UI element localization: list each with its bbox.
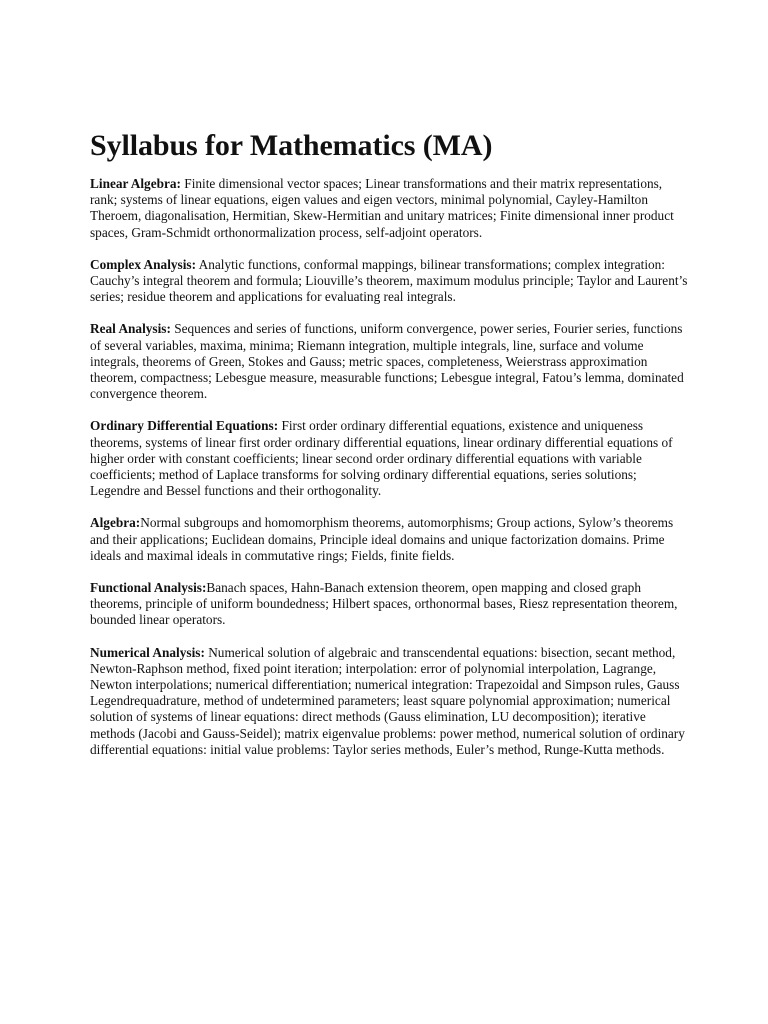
section-text: Banach spaces, Hahn-Banach extension theorem, open mapping and closed graph theorems, principle of uniform boundedness; Hilbert spaces, orthonormal bases, Riesz representation theorem, bounded linear operators. [90, 580, 678, 628]
document-body [90, 128, 688, 774]
section-heading: Real Analysis: [90, 321, 171, 337]
section-heading: Ordinary Differential Equations: [90, 418, 279, 434]
section-text: Analytic functions, conformal mappings, bilinear transformations; complex integration: Cauchy’s integral theorem and formula; Liouville’s theorem, maximum modulus principle; Taylor and Laurent’s series; residue theorem and applications for evaluating real integrals. [90, 256, 688, 305]
section-ordinary-differential-equations [90, 418, 688, 499]
section-numerical-analysis [90, 645, 688, 758]
section-heading: Linear Algebra: [90, 176, 181, 191]
section-text: Normal subgroups and homomorphism theorems, automorphisms; Group actions, Sylow’s theorems and their applications; Euclidean domains, Principle ideal domains and unique factorization domains. Prime ideals and maximal ideals in commutative rings; Fields, finite fields. [90, 515, 674, 563]
section-heading: Numerical Analysis: [90, 644, 205, 660]
section-linear-algebra [90, 176, 688, 241]
section-heading: Algebra: [90, 515, 141, 531]
page-title: Syllabus for Mathematics (MA) [90, 129, 493, 162]
section-complex-analysis [90, 257, 688, 306]
section-text: Finite dimensional vector spaces; Linear transformations and their matrix representations, rank; systems of linear equations, eigen values and eigen vectors, minimal polynomial, Cayley-Hamilton Theroem, diagonalisation, Hermitian, Skew-Hermitian and unitary matrices; Finite dimensional inner product spaces, Gram-Schmidt orthonormalization process, self-adjoint operators. [90, 176, 674, 240]
section-text: First order ordinary differential equations, existence and uniqueness theorems, systems of linear first order ordinary differential equations, linear ordinary differential equations of higher order with constant coefficients; linear second order ordinary differential equations with variable coefficients; method of Laplace transforms for solving ordinary differential equations, series solutions; Legendre and Bessel functions and their orthogonality. [90, 418, 673, 499]
section-functional-analysis [90, 580, 688, 629]
section-algebra [90, 515, 688, 564]
section-real-analysis [90, 321, 688, 402]
section-text: Sequences and series of functions, uniform convergence, power series, Fourier series, functions of several variables, maxima, minima; Riemann integration, multiple integrals, line, surface and volume integrals, theorems of Green, Stokes and Gauss; metric spaces, completeness, Weierstrass approximation theorem, compactness; Lebesgue measure, measurable functions; Lebesgue integral, Fatou’s lemma, dominated convergence theorem. [90, 321, 684, 402]
section-text: Numerical solution of algebraic and transcendental equations: bisection, secant method, Newton-Raphson method, fixed point iteration; interpolation: error of polynomial interpolation, Lagrange, Newton interpolations; numerical differentiation; numerical integration: Trapezoidal and Simpson rules, Gauss Legendrequadrature, method of undetermined parameters; least square polynomial approximation; numerical solution of systems of linear equations: direct methods (Gauss elimination, LU decomposition); iterative methods (Jacobi and Gauss-Seidel); matrix eigenvalue problems: power method, numerical solution of ordinary differential equations: initial value problems: Taylor series methods, Euler’s method, Runge-Kutta methods. [90, 644, 685, 757]
section-heading: Functional Analysis: [90, 580, 207, 596]
section-heading: Complex Analysis: [90, 256, 197, 272]
